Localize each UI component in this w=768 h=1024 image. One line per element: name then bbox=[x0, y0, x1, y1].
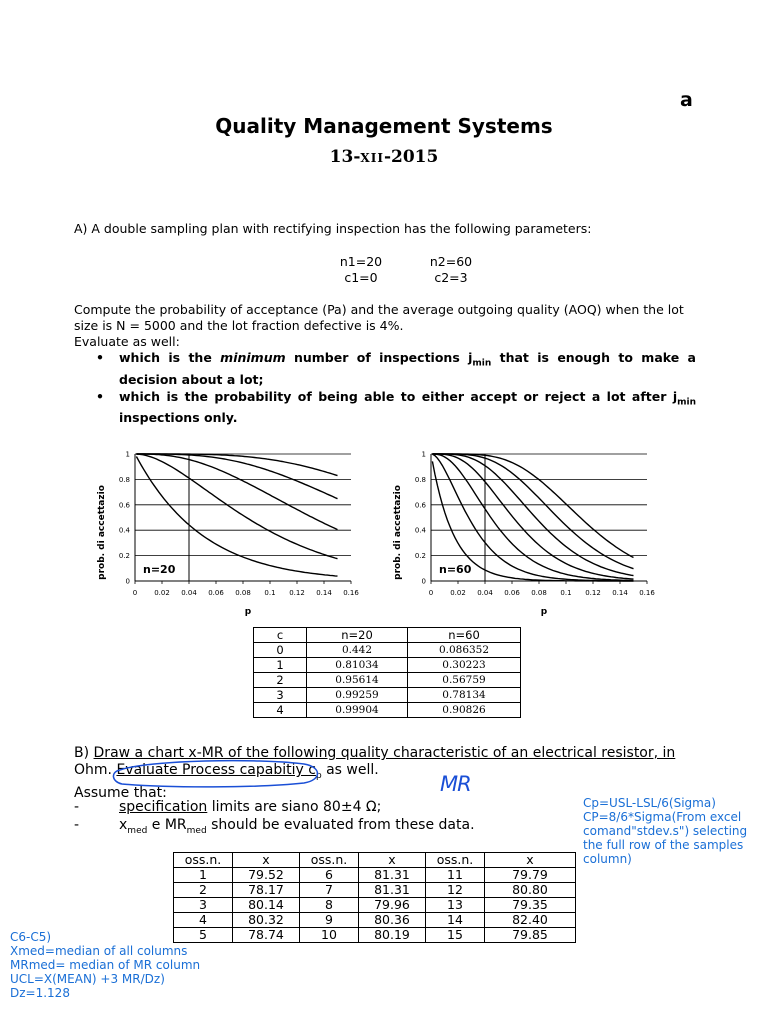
series-line-c=0 bbox=[136, 457, 337, 577]
table-cell: oss.n. bbox=[174, 853, 233, 868]
date-prefix: 13- bbox=[329, 147, 361, 167]
table-cell: x bbox=[485, 853, 576, 868]
table-cell: 14 bbox=[426, 913, 485, 928]
y-tick-label: 1 bbox=[421, 450, 426, 459]
y-axis-label: prob. di accettazio bbox=[97, 485, 107, 580]
series-line-c=2 bbox=[432, 454, 633, 581]
oc-chart-n60 bbox=[386, 445, 686, 620]
y-tick-label: 0.2 bbox=[118, 552, 130, 561]
y-tick-label: 0.2 bbox=[414, 552, 426, 561]
note-line: CP=8/6*Sigma(From excel bbox=[583, 810, 742, 824]
note-line: Xmed=median of all columns bbox=[10, 944, 188, 958]
table-cell: 0.78134 bbox=[408, 688, 521, 703]
table-cell: 80.32 bbox=[233, 913, 300, 928]
table-cell: 80.36 bbox=[359, 913, 426, 928]
table-cell: 4 bbox=[174, 913, 233, 928]
table-cell: 10 bbox=[300, 928, 359, 943]
table-cell: n=20 bbox=[307, 628, 408, 643]
x-tick-label: 0.16 bbox=[639, 589, 655, 597]
plan-c2: c2=3 bbox=[434, 270, 468, 285]
bullet-item: • which is the minimum number of inspections $j_{min}$ that is enough to make a decision about a lot; bbox=[96, 350, 696, 387]
x-tick-label: 0.14 bbox=[316, 589, 332, 597]
series-line-c=1 bbox=[432, 454, 633, 581]
table-cell: 11 bbox=[426, 868, 485, 883]
table-cell: 0.442 bbox=[307, 643, 408, 658]
x-tick-label: 0 bbox=[428, 589, 434, 597]
table-row bbox=[174, 883, 576, 898]
table-cell: 8 bbox=[300, 898, 359, 913]
table-cell: 5 bbox=[174, 928, 233, 943]
table-cell: 3 bbox=[254, 688, 307, 703]
note-line: comand"stdev.s") selecting bbox=[583, 824, 748, 838]
table-cell: 2 bbox=[254, 673, 307, 688]
table-cell: 0 bbox=[254, 643, 307, 658]
x-tick-label: 0.02 bbox=[154, 589, 170, 597]
table-cell: x bbox=[233, 853, 300, 868]
y-tick-label: 0.4 bbox=[118, 526, 130, 535]
note-line: C6-C5) bbox=[10, 930, 52, 944]
table-cell: 80.19 bbox=[359, 928, 426, 943]
table-cell: oss.n. bbox=[426, 853, 485, 868]
series-line-c=4 bbox=[432, 454, 633, 576]
x-tick-label: 0.1 bbox=[560, 589, 572, 597]
x-tick-label: 0.02 bbox=[450, 589, 466, 597]
x-tick-label: 0.06 bbox=[208, 589, 224, 597]
table-cell: 79.35 bbox=[485, 898, 576, 913]
table-cell: 6 bbox=[300, 868, 359, 883]
table-cell: oss.n. bbox=[300, 853, 359, 868]
cp-note bbox=[583, 796, 763, 866]
table-row bbox=[254, 703, 521, 718]
note-line: Dz=1.128 bbox=[10, 986, 70, 1000]
table-cell: 0.30223 bbox=[408, 658, 521, 673]
chart-annotation: n=20 bbox=[143, 563, 176, 576]
table-cell: 7 bbox=[300, 883, 359, 898]
section-b-line-2: Ohm. Evaluate Process capabitiy $c_p$ as well. bbox=[74, 762, 379, 781]
table-cell: 80.80 bbox=[485, 883, 576, 898]
page-title: Quality Management Systems bbox=[215, 114, 553, 138]
series-line-c=2 bbox=[136, 454, 337, 530]
table-row bbox=[254, 643, 521, 658]
table-cell: 0.086352 bbox=[408, 643, 521, 658]
x-tick-label: 0.16 bbox=[343, 589, 359, 597]
table-row bbox=[174, 898, 576, 913]
table-cell: 81.31 bbox=[359, 868, 426, 883]
table-cell: 15 bbox=[426, 928, 485, 943]
x-tick-label: 0.12 bbox=[289, 589, 305, 597]
x-tick-label: 0 bbox=[132, 589, 138, 597]
bullet-list bbox=[96, 350, 696, 427]
table-cell: 2 bbox=[174, 883, 233, 898]
note-line: UCL=X(MEAN) +3 MR/Dz) bbox=[10, 972, 165, 986]
bullet-dot: • bbox=[96, 350, 104, 365]
plan-n1: n1=20 bbox=[339, 254, 383, 269]
bullet-dot: • bbox=[96, 388, 104, 404]
note-line: Cp=USL-LSL/6(Sigma) bbox=[583, 796, 716, 810]
table-cell: 79.79 bbox=[485, 868, 576, 883]
note-line: column) bbox=[583, 852, 632, 866]
table-cell: 3 bbox=[174, 898, 233, 913]
oc-chart-n20 bbox=[90, 445, 390, 620]
y-tick-label: 0.8 bbox=[414, 475, 426, 484]
probability-table bbox=[253, 627, 521, 718]
x-axis-label: p bbox=[244, 607, 252, 617]
dash-xmed: - bbox=[74, 817, 80, 833]
x-tick-label: 0.14 bbox=[612, 589, 628, 597]
compute-line-1: Compute the probability of acceptance (Pa) and the average outgoing quality (AOQ) when the lot bbox=[74, 302, 684, 317]
compute-line-2: size is N = 5000 and the lot fraction defective is 4%. bbox=[74, 318, 404, 333]
y-axis-label: prob. di accettazio bbox=[393, 485, 403, 580]
table-cell: 0.99904 bbox=[307, 703, 408, 718]
table-cell: 0.56759 bbox=[408, 673, 521, 688]
x-tick-label: 0.04 bbox=[181, 589, 197, 597]
formula-note bbox=[10, 930, 270, 1000]
table-cell: 0.81034 bbox=[307, 658, 408, 673]
y-tick-label: 0.8 bbox=[118, 475, 130, 484]
table-cell: 80.14 bbox=[233, 898, 300, 913]
table-cell: c bbox=[254, 628, 307, 643]
date-suffix: -2015 bbox=[383, 147, 439, 167]
plan-c1: c1=0 bbox=[344, 270, 378, 285]
y-tick-label: 0.6 bbox=[414, 501, 426, 510]
handwritten-circle bbox=[108, 756, 338, 790]
table-row bbox=[254, 673, 521, 688]
handwritten-mr: MR bbox=[440, 772, 471, 796]
exam-date bbox=[0, 147, 768, 167]
table-cell: 78.17 bbox=[233, 883, 300, 898]
note-line: the full row of the samples bbox=[583, 838, 744, 852]
y-tick-label: 1 bbox=[125, 450, 130, 459]
y-tick-label: 0.6 bbox=[118, 501, 130, 510]
note-line: MRmed= median of MR column bbox=[10, 958, 201, 972]
x-tick-label: 0.08 bbox=[235, 589, 251, 597]
table-row bbox=[174, 913, 576, 928]
evaluate-label: Evaluate as well: bbox=[74, 334, 180, 349]
table-cell: 82.40 bbox=[485, 913, 576, 928]
x-tick-label: 0.12 bbox=[585, 589, 601, 597]
table-cell: 1 bbox=[254, 658, 307, 673]
x-tick-label: 0.06 bbox=[504, 589, 520, 597]
section-a-intro: A) A double sampling plan with rectifying inspection has the following parameters: bbox=[74, 221, 592, 236]
table-cell: 13 bbox=[426, 898, 485, 913]
chart-annotation: n=60 bbox=[439, 563, 472, 576]
table-cell: 4 bbox=[254, 703, 307, 718]
table-cell: x bbox=[359, 853, 426, 868]
table-cell: n=60 bbox=[408, 628, 521, 643]
dash-spec: - bbox=[74, 799, 80, 815]
plan-n2: n2=60 bbox=[429, 254, 473, 269]
table-cell: 1 bbox=[174, 868, 233, 883]
assume-label: Assume that: bbox=[74, 784, 167, 801]
table-cell: 79.52 bbox=[233, 868, 300, 883]
table-cell: 0.95614 bbox=[307, 673, 408, 688]
table-cell: 12 bbox=[426, 883, 485, 898]
table-header-row bbox=[174, 853, 576, 868]
xmed-mrmed: $x_{med}$ e $MR_{med}$ should be evaluated from these data. bbox=[119, 817, 475, 836]
x-tick-label: 0.1 bbox=[264, 589, 276, 597]
table-cell: 78.74 bbox=[233, 928, 300, 943]
page-letter: a bbox=[680, 89, 693, 111]
y-tick-label: 0 bbox=[125, 577, 130, 586]
table-row bbox=[174, 868, 576, 883]
table-cell: 9 bbox=[300, 913, 359, 928]
x-tick-label: 0.08 bbox=[531, 589, 547, 597]
y-tick-label: 0.4 bbox=[414, 526, 426, 535]
x-axis-label: p bbox=[540, 607, 548, 617]
series-line-c=1 bbox=[136, 454, 337, 559]
table-cell: 79.85 bbox=[485, 928, 576, 943]
series-line-c=3 bbox=[136, 454, 337, 499]
date-roman: XII bbox=[360, 151, 384, 165]
table-row bbox=[254, 688, 521, 703]
bullet-item: • which is the probability of being able to either accept or reject a lot after $j_{min}$ inspections only. bbox=[96, 388, 696, 425]
table-cell: 79.96 bbox=[359, 898, 426, 913]
series-line-c=5 bbox=[432, 454, 633, 569]
table-row bbox=[254, 658, 521, 673]
table-cell: 81.31 bbox=[359, 883, 426, 898]
y-tick-label: 0 bbox=[421, 577, 426, 586]
section-b-line-1: B) Draw a chart x-MR of the following quality characteristic of an electrical resistor, in bbox=[74, 745, 676, 761]
table-header-row bbox=[254, 628, 521, 643]
x-tick-label: 0.04 bbox=[477, 589, 493, 597]
spec-limits: specification limits are siano 80±4 Ω; bbox=[119, 799, 382, 815]
table-cell: 0.99259 bbox=[307, 688, 408, 703]
table-cell: 0.90826 bbox=[408, 703, 521, 718]
